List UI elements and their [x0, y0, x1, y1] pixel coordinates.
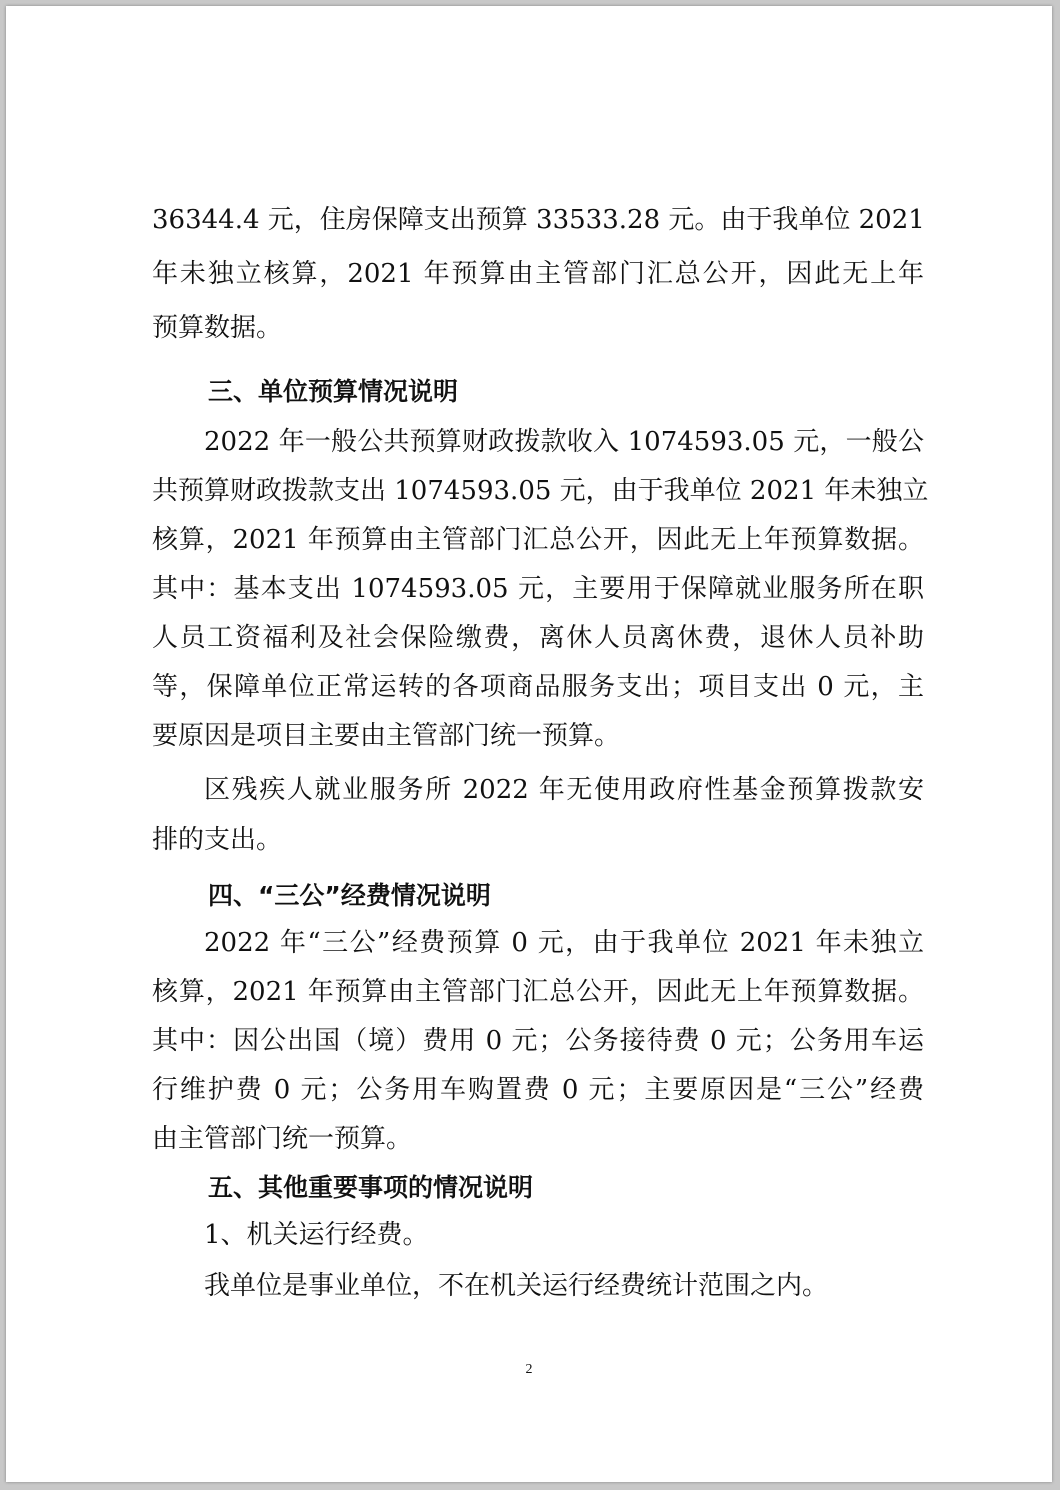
body-line: 排的支出。 [152, 825, 283, 855]
body-line: 核算，2021 年预算由主管部门汇总公开，因此无上年预算数据。 [152, 525, 924, 555]
section-heading: 四、“三公”经费情况说明 [208, 881, 491, 910]
body-line: 要原因是项目主要由主管部门统一预算。 [152, 721, 621, 751]
page-number: 2 [525, 1362, 533, 1377]
body-line: 年未独立核算，2021 年预算由主管部门汇总公开，因此无上年 [152, 259, 924, 289]
body-line: 36344.4 元，住房保障支出预算 33533.28 元。由于我单位 2021 [152, 205, 925, 235]
body-line: 人员工资福利及社会保险缴费，离休人员离休费，退休人员补助 [152, 623, 924, 653]
body-line: 其中：因公出国（境）费用 0 元；公务接待费 0 元；公务用车运 [152, 1026, 924, 1056]
body-line: 预算数据。 [152, 313, 283, 343]
body-line: 核算，2021 年预算由主管部门汇总公开，因此无上年预算数据。 [152, 977, 924, 1007]
body-line: 等，保障单位正常运转的各项商品服务支出；项目支出 0 元，主 [152, 672, 924, 702]
body-line: 行维护费 0 元；公务用车购置费 0 元；主要原因是“三公”经费 [152, 1075, 924, 1105]
body-line: 我单位是事业单位，不在机关运行经费统计范围之内。 [204, 1271, 829, 1301]
document-page [6, 6, 1052, 1482]
body-line: 共预算财政拨款支出 1074593.05 元，由于我单位 2021 年未独立 [152, 476, 929, 506]
section-heading: 五、其他重要事项的情况说明 [208, 1173, 534, 1202]
body-line: 由主管部门统一预算。 [152, 1124, 413, 1154]
body-line: 其中：基本支出 1074593.05 元，主要用于保障就业服务所在职 [152, 574, 924, 604]
body-line: 1、机关运行经费。 [204, 1220, 429, 1250]
body-line: 2022 年“三公”经费预算 0 元，由于我单位 2021 年未独立 [204, 928, 924, 958]
body-line: 2022 年一般公共预算财政拨款收入 1074593.05 元，一般公 [204, 427, 924, 457]
section-heading: 三、单位预算情况说明 [208, 377, 459, 406]
body-line: 区残疾人就业服务所 2022 年无使用政府性基金预算拨款安 [204, 775, 924, 805]
